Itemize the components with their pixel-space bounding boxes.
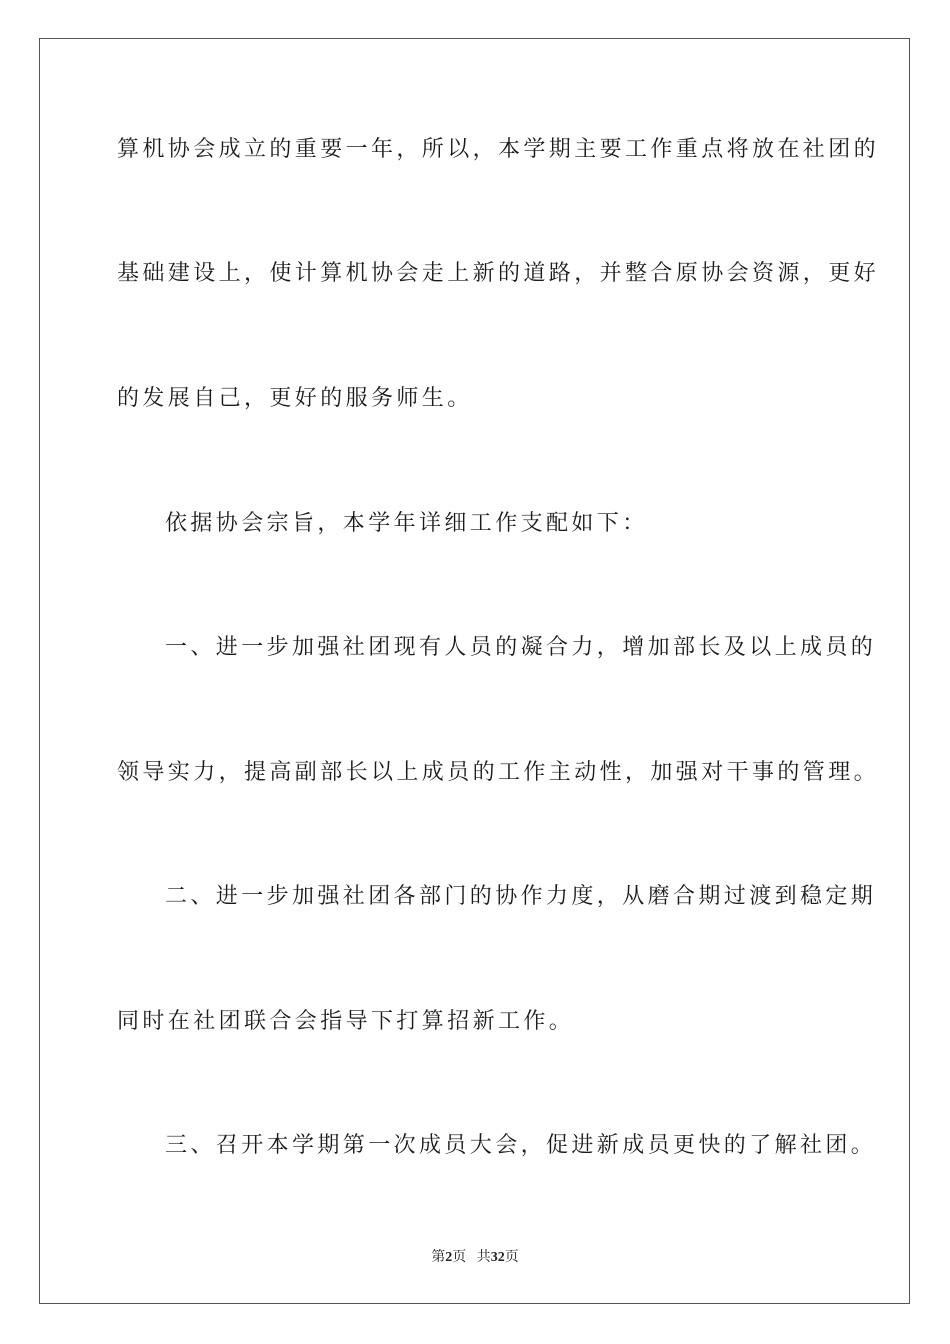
page-footer — [0, 1246, 950, 1266]
paragraph-line-6: 领导实力，提高副部长以上成员的工作主动性，加强对干事的管理。 — [117, 760, 880, 785]
footer-total-prefix: 共 — [476, 1250, 491, 1265]
paragraph-line-7: 二、进一步加强社团各部门的协作力度，从磨合期过渡到稳定期 — [165, 884, 877, 909]
paragraph-line-4: 依据协会宗旨，本学年详细工作支配如下： — [165, 511, 648, 536]
footer-page-prefix: 第 — [431, 1250, 446, 1265]
paragraph-line-8: 同时在社团联合会指导下打算招新工作。 — [117, 1009, 575, 1034]
footer-page-suffix: 页 — [452, 1250, 467, 1265]
footer-page-number: 2 — [445, 1250, 453, 1265]
paragraph-line-2: 基础建设上，使计算机协会走上新的道路，并整合原协会资源，更好 — [117, 261, 880, 286]
footer-total-suffix: 页 — [504, 1250, 519, 1265]
paragraph-line-3: 的发展自己，更好的服务师生。 — [117, 386, 473, 411]
paragraph-line-1: 算机协会成立的重要一年，所以，本学期主要工作重点将放在社团的 — [117, 137, 880, 162]
footer-total-pages: 32 — [490, 1250, 505, 1265]
page-border — [39, 38, 910, 1304]
paragraph-line-5: 一、进一步加强社团现有人员的凝合力，增加部长及以上成员的 — [165, 635, 877, 660]
paragraph-line-9: 三、召开本学期第一次成员大会，促进新成员更快的了解社团。 — [165, 1133, 877, 1158]
